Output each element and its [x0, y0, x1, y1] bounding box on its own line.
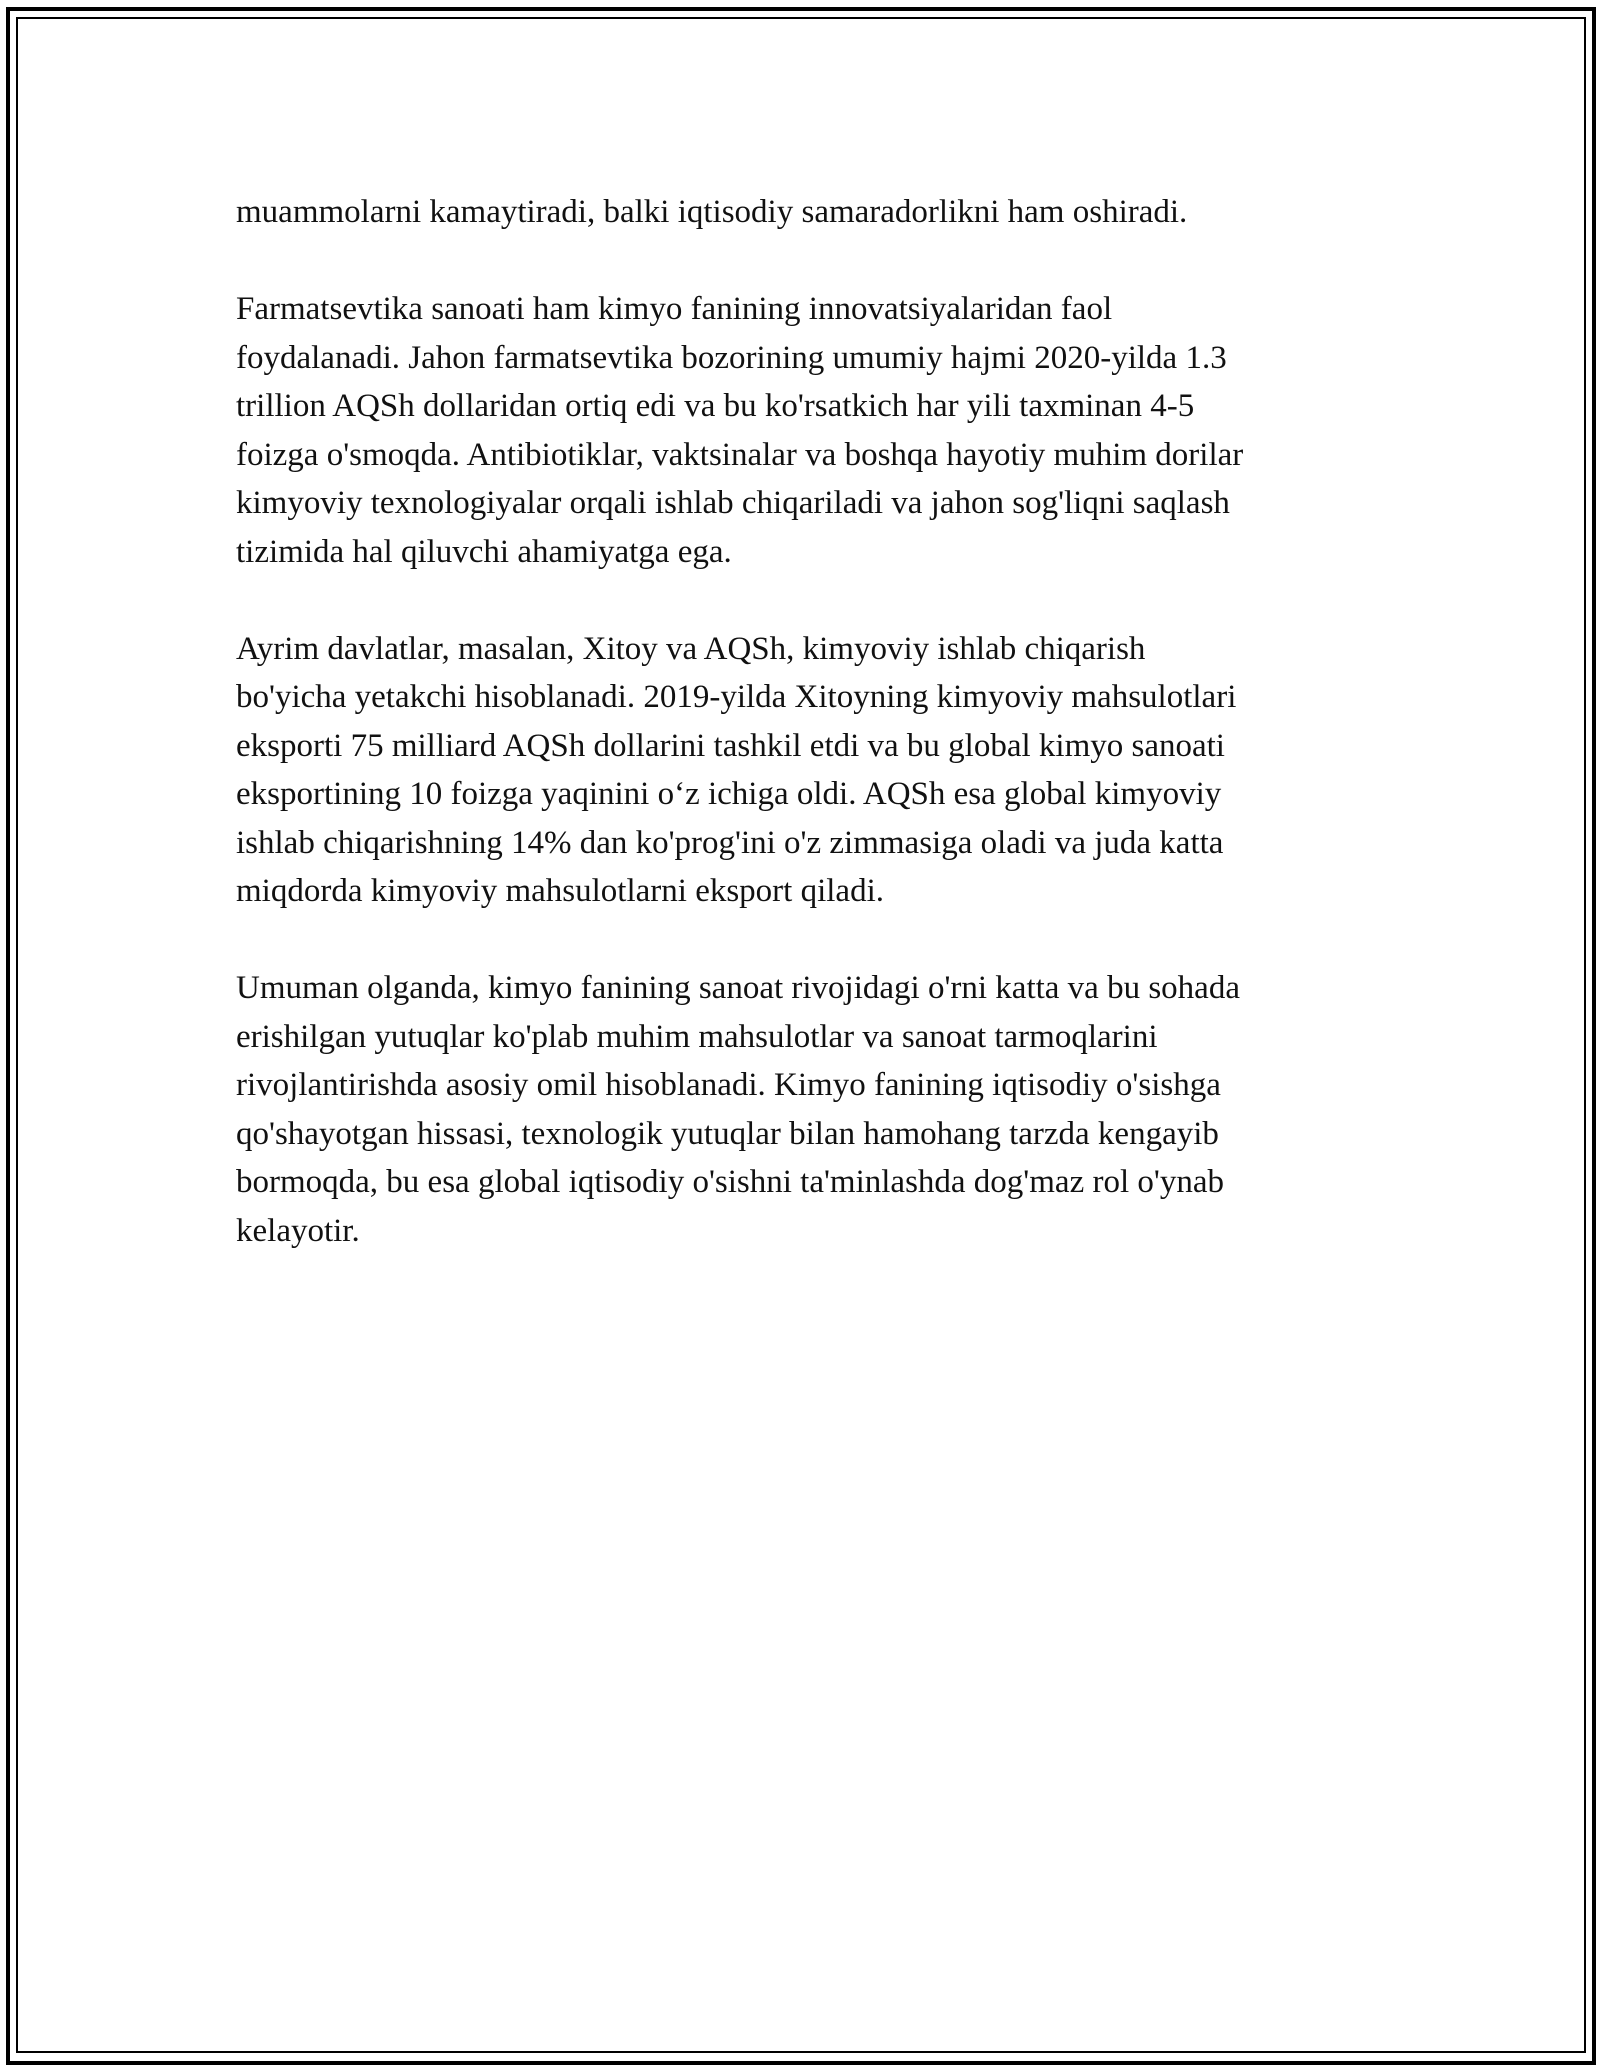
- paragraph-2: [236, 285, 1381, 576]
- paragraph-4: [236, 964, 1381, 1255]
- text-line: muammolarni kamaytiradi, balki iqtisodiy samaradorlikni ham oshiradi.: [236, 194, 1188, 230]
- text-line: Umuman olganda, kimyo fanining sanoat rivojidagi o'rni katta va bu sohada: [236, 970, 1240, 1006]
- text-line: tizimida hal qiluvchi ahamiyatga ega.: [236, 533, 732, 570]
- text-line: miqdorda kimyoviy mahsulotlarni eksport qiladi.: [236, 873, 884, 909]
- text-line: erishilgan yutuqlar ko'plab muhim mahsulotlar va sanoat tarmoqlarini: [236, 1018, 1158, 1055]
- text-line: Ayrim davlatlar, masalan, Xitoy va AQSh, kimyoviy ishlab chiqarish: [236, 630, 1146, 667]
- text-line: bormoqda, bu esa global iqtisodiy o'sishni ta'minlashda dog'maz rol o'ynab: [236, 1164, 1224, 1200]
- paragraph-1: [236, 188, 1381, 237]
- text-line: trillion AQSh dollaridan ortiq edi va bu ko'rsatkich har yili taxminan 4-5: [236, 388, 1195, 424]
- text-line: eksporti 75 milliard AQSh dollarini tashkil etdi va bu global kimyo sanoati: [236, 727, 1225, 764]
- text-line: ishlab chiqarishning 14% dan ko'prog'ini o'z zimmasiga oladi va juda katta: [236, 824, 1224, 861]
- text-line: Farmatsevtika sanoati ham kimyo fanining innovatsiyalaridan faol: [236, 291, 1113, 327]
- text-line: foizga o'smoqda. Antibiotiklar, vaktsinalar va boshqa hayotiy muhim dorilar: [236, 436, 1244, 473]
- text-line: rivojlantirishda asosiy omil hisoblanadi. Kimyo fanining iqtisodiy o'sishga: [236, 1067, 1221, 1103]
- document-body: [236, 188, 1381, 1304]
- text-line: qo'shayotgan hissasi, texnologik yutuqlar bilan hamohang tarzda kengayib: [236, 1115, 1219, 1152]
- text-line: eksportining 10 foizga yaqinini o‘z ichiga oldi. AQSh esa global kimyoviy: [236, 776, 1222, 812]
- text-line: bo'yicha yetakchi hisoblanadi. 2019-yilda Xitoyning kimyoviy mahsulotlari: [236, 679, 1237, 715]
- text-line: kimyoviy texnologiyalar orqali ishlab chiqariladi va jahon sog'liqni saqlash: [236, 485, 1230, 521]
- paragraph-3: [236, 625, 1381, 916]
- text-line: foydalanadi. Jahon farmatsevtika bozorining umumiy hajmi 2020-yilda 1.3: [236, 339, 1227, 376]
- text-line: kelayotir.: [236, 1212, 360, 1249]
